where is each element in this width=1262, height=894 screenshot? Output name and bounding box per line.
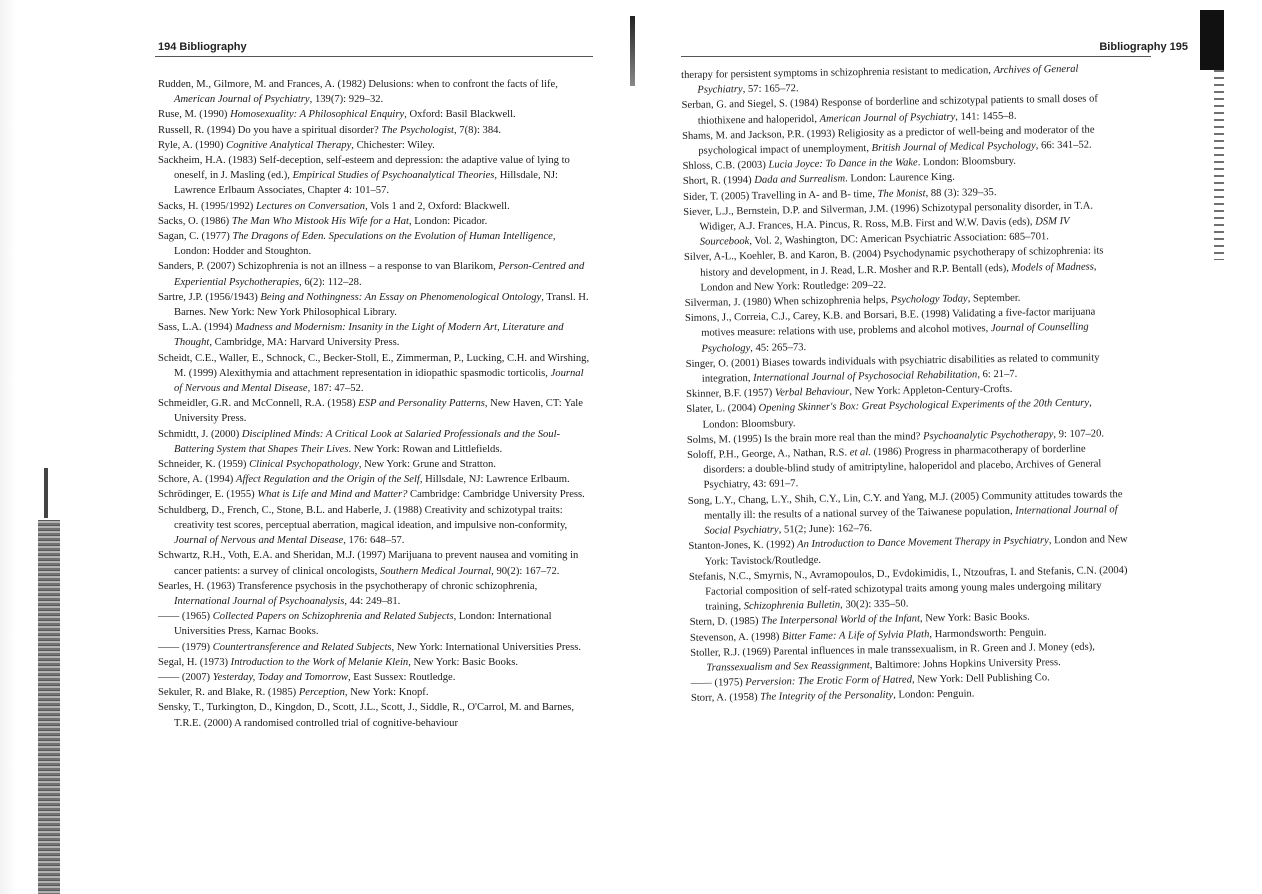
reference-text: Schore, A. (1994): [158, 474, 236, 486]
reference-tail: , London and New York: Tavistock/Routledge.: [704, 534, 1128, 568]
reference-tail: , New York: Basic Books.: [408, 656, 518, 668]
reference-entry: [158, 457, 594, 472]
reference-entry: [158, 579, 594, 609]
reference-text: Ruse, M. (1990): [158, 109, 231, 121]
reference-text: Song, L.Y., Chang, L.Y., Shih, C.Y., Lin, C.Y. and Yang, M.J. (2005) Community attitudes towards the mentally ill: the results of a national survey of the Taiwanese population,: [687, 488, 1123, 522]
reference-title: Madness and Modernism: Insanity in the Light of Modern Art, Literature and Thought: [174, 322, 564, 349]
reference-entry: [158, 487, 594, 502]
reference-tail: , 51(2; June): 162–76.: [778, 523, 873, 536]
reference-text: Sider, T. (2005) Travelling in A- and B- time,: [682, 188, 878, 203]
reference-entry: [158, 351, 594, 397]
reference-title: ESP and Personality Patterns: [358, 398, 485, 410]
reference-tail: , 66: 341–52.: [1035, 139, 1092, 152]
reference-text: Russell, R. (1994) Do you have a spiritual disorder?: [158, 124, 382, 136]
reference-text: Soloff, P.H., George, A., Nathan, R.S.: [687, 447, 850, 462]
reference-tail: , London: International Universities Press, Karnac Books.: [174, 611, 552, 638]
reference-title: American Journal of Psychiatry: [819, 111, 956, 125]
reference-title: Transsexualism and Sex Reassignment: [706, 660, 870, 674]
reference-text: Sanders, P. (2007) Schizophrenia is not an illness – a response to van Blarikom,: [158, 261, 499, 273]
reference-text: Sacks, H. (1995/1992): [158, 200, 256, 212]
reference-tail: , 44: 249–81.: [344, 595, 401, 607]
reference-title: Being and Nothingness: An Essay on Phenomenological Ontology: [260, 291, 542, 303]
reference-title: American Journal of Psychiatry: [174, 94, 310, 106]
reference-text: Rudden, M., Gilmore, M. and Frances, A. (1982) Delusions: when to confront the facts of life,: [158, 79, 558, 90]
reference-tail: , 88 (3): 329–35.: [925, 186, 997, 199]
reference-title: International Journal of Psychosocial Rehabilitation: [753, 369, 978, 384]
reference-text: Storr, A. (1958): [690, 692, 761, 705]
reference-title: Empirical Studies of Psychoanalytical Theories: [292, 170, 495, 182]
reference-title: Psychology Today: [890, 293, 968, 306]
reference-tail: Cambridge: Cambridge University Press.: [407, 489, 585, 501]
reference-tail: , London: Hodder and Stoughton.: [174, 231, 556, 258]
reference-text: Sagan, C. (1977): [158, 231, 233, 243]
reference-text: Silver, A-L., Koehler, B. and Karon, B. (2004) Psychodynamic psychotherapy of schizophrenia: its history and development, in J. Read, L.R. Mosher and R.P. Bentall (eds),: [683, 245, 1104, 279]
reference-text: Short, R. (1994): [682, 175, 755, 188]
reference-text: Sackheim, H.A. (1983) Self-deception, self-esteem and depression: the adaptive value of lying to oneself, in J. Masling (ed.),: [158, 155, 570, 182]
reference-title: Verbal Behaviour: [774, 386, 850, 399]
reference-tail: , Oxford: Basil Blackwell.: [404, 109, 516, 121]
reference-tail: , Vol. 2, Washington, DC: American Psychiatric Association: 685–701.: [749, 231, 1050, 248]
reference-entry: [688, 487, 1129, 540]
reference-text: Schuldberg, D., French, C., Stone, B.L. and Haberle, J. (1988) Creativity and schizotypal traits: creativity test scores, perceptual aberration, magical ideation, and impulsive non-conformity,: [158, 504, 568, 531]
right-header-rule: [681, 56, 1151, 57]
reference-entry: [158, 290, 594, 320]
spine-mark: [630, 16, 635, 86]
reference-title: British Journal of Medical Psychology: [871, 140, 1036, 155]
reference-entry: [158, 77, 594, 107]
reference-title: Perversion: The Erotic Form of Hatred: [745, 674, 913, 689]
reference-title: Affect Regulation and the Origin of the Self: [235, 474, 420, 486]
reference-text: Singer, O. (2001) Biases towards individuals with psychiatric disabilities as related to community integration,: [685, 352, 1100, 385]
reference-tail: , 139(7): 929–32.: [309, 94, 384, 106]
reference-entry: [158, 548, 594, 578]
reference-text: Segal, H. (1973): [158, 656, 231, 668]
reference-tail: , 30(2): 335–50.: [840, 598, 909, 611]
reference-title: Collected Papers on Schizophrenia and Related Subjects: [212, 611, 454, 623]
reference-title: Lucia Joyce: To Dance in the Wake: [768, 157, 918, 171]
reference-entry: [158, 503, 594, 549]
reference-title: The Dragons of Eden. Speculations on the Evolution of Human Intelligence: [232, 231, 553, 243]
reference-text: Shams, M. and Jackson, P.R. (1993) Religiosity as a predictor of well-being and moderator of the psychological impact of unemployment,: [681, 124, 1095, 157]
reference-entry: [158, 229, 594, 259]
reference-title: The Man Who Mistook His Wife for a Hat: [231, 215, 409, 227]
reference-title: An Introduction to Dance Movement Therapy in Psychiatry: [796, 535, 1049, 551]
reference-title: Psychoanalytic Psychotherapy: [922, 429, 1054, 443]
reference-text: Solms, M. (1995) Is the brain more real than the mind?: [686, 431, 924, 446]
reference-tail: , 7(8): 384.: [454, 124, 502, 136]
reference-tail: , New York: Knopf.: [344, 687, 429, 699]
reference-entry: [683, 198, 1124, 251]
reference-tail: (1986) Progress in pharmacotherapy of borderline disorders: a double-blind study of amitriptyline, haloperidol and placebo, Archives of General Psychiatry, 43: 691–7.: [703, 443, 1102, 492]
reference-entry: [684, 244, 1125, 297]
reference-entry: [158, 685, 594, 700]
reference-tail: , 9: 107–20.: [1053, 428, 1105, 441]
reference-entry: [158, 259, 594, 289]
reference-text: —— (1965): [158, 611, 213, 623]
reference-title: Bitter Fame: A Life of Sylvia Plath: [781, 628, 930, 642]
reference-tail: , September.: [967, 292, 1021, 305]
reference-entry: [158, 138, 594, 153]
reference-text: —— (1975): [690, 677, 746, 690]
reference-tail: , 6: 21–7.: [977, 368, 1018, 381]
reference-title: et al.: [849, 447, 871, 459]
reference-text: Schrödinger, E. (1955): [158, 489, 258, 501]
reference-text: Shloss, C.B. (2003): [682, 159, 769, 173]
reference-tail: , New York: Appleton-Century-Crofts.: [849, 384, 1013, 398]
reference-tail: , Vols 1 and 2, Oxford: Blackwell.: [365, 200, 510, 212]
reference-entry: [687, 441, 1128, 494]
reference-text: Sass, L.A. (1994): [158, 322, 236, 334]
reference-tail: , 57: 165–72.: [742, 83, 799, 96]
reference-text: Schmeidler, G.R. and McConnell, R.A. (1958): [158, 398, 359, 410]
left-reference-list: [158, 77, 594, 731]
reference-text: Serban, G. and Siegel, S. (1984) Response of borderline and schizotypal patients to small doses of thiothixene and haloperidol,: [681, 93, 1098, 127]
reference-text: Sacks, O. (1986): [158, 215, 232, 227]
reference-tail: , Chichester: Wiley.: [351, 139, 435, 151]
reference-tail: , 187: 47–52.: [307, 383, 364, 395]
reference-tail: , London and New York: Routledge: 209–22.: [700, 261, 1097, 294]
reference-title: Opening Skinner's Box: Great Psychological Experiments of the 20th Century: [758, 398, 1090, 415]
reference-tail: , East Sussex: Routledge.: [347, 671, 456, 683]
reference-tail: , Hillsdale, NJ: Lawrence Erlbaum Associates, Chapter 4: 101–57.: [174, 170, 558, 197]
reference-text: Stevenson, A. (1998): [689, 630, 783, 644]
reference-text: Ryle, A. (1990): [158, 139, 227, 151]
reference-tail: , New York: Basic Books.: [919, 611, 1030, 625]
right-running-header: Bibliography 195: [1099, 41, 1188, 53]
reference-title: Yesterday, Today and Tomorrow: [212, 671, 348, 683]
reference-title: DSM IV Sourcebook: [699, 215, 1070, 248]
reference-tail: , 141: 1455–8.: [955, 110, 1017, 123]
reference-text: Stern, D. (1985): [689, 616, 762, 629]
reference-title: Dada and Surrealism: [754, 173, 846, 187]
reference-text: —— (1979): [158, 641, 213, 653]
reference-text: Siever, L.J., Bernstein, D.P. and Silverman, J.M. (1996) Schizotypal personality disorder, in T.A. Widiger, A.J. Frances, H.A. Pincus, R. Ross, M.B. First and W.W. Davis (eds),: [683, 200, 1094, 233]
reference-entry: [158, 107, 594, 122]
reference-tail: , New York: Grune and Stratton.: [358, 459, 496, 471]
reference-entry: [158, 670, 594, 685]
reference-tail: , Harmondsworth: Penguin.: [929, 626, 1047, 640]
reference-text: Sartre, J.P. (1956/1943): [158, 291, 261, 303]
reference-text: Sekuler, R. and Blake, R. (1985): [158, 687, 299, 699]
reference-tail: , Transl. H. Barnes. New York: New York Philosophical Library.: [174, 291, 589, 319]
reference-entry: [158, 427, 594, 457]
reference-title: The Integrity of the Personality: [760, 690, 894, 704]
reference-tail: . London: Bloomsbury.: [917, 155, 1017, 169]
reference-tail: , London: Penguin.: [893, 688, 975, 702]
reference-tail: , New York: International Universities Press.: [391, 641, 582, 653]
reference-text: Sensky, T., Turkington, D., Kingdon, D., Scott, J.L., Scott, J., Siddle, R., O'Carrol, M. and Barnes, T.R.E. (2000) A randomised controlled trial of cognitive-behaviour: [158, 702, 575, 729]
reference-text: Scheidt, C.E., Waller, E., Schnock, C., Becker-Stoll, E., Zimmerman, P., Lucking, C.H. and Wirshing, M. (1999) Alexithymia and attachment representation in idiopathic spasmodic torticolis,: [158, 352, 590, 379]
left-header-rule: [155, 56, 593, 57]
reference-entry: [158, 700, 594, 730]
reference-title: The Interpersonal World of the Infant: [761, 613, 921, 628]
reference-title: International Journal of Social Psychiatry: [704, 504, 1118, 537]
reference-title: Cognitive Analytical Therapy: [226, 139, 352, 151]
reference-title: Perception: [298, 687, 345, 699]
reference-text: Simons, J., Correia, C.J., Carey, K.B. and Borsari, B.E. (1998) Validating a five-factor marijuana motives measure: relations with use, problems and alcohol motives,: [684, 306, 1096, 340]
reference-text: therapy for persistent symptoms in schizophrenia resistant to medication,: [681, 65, 994, 81]
reference-text: Skinner, B.F. (1957): [686, 387, 775, 401]
reference-title: The Monist: [877, 187, 926, 200]
reference-title: Homosexuality: A Philosophical Enquiry: [230, 109, 405, 121]
reference-entry: [158, 396, 594, 426]
reference-entry: [158, 640, 594, 655]
reference-text: Schmidtt, J. (2000): [158, 428, 242, 440]
reference-title: Introduction to the Work of Melanie Klein: [230, 656, 409, 668]
reference-tail: , Baltimore: Johns Hopkins University Press.: [869, 657, 1061, 672]
reference-entry: [158, 123, 594, 138]
reference-tail: , Cambridge, MA: Harvard University Press.: [209, 337, 400, 349]
reference-entry: [158, 609, 594, 639]
reference-entry: [158, 153, 594, 199]
reference-tail: , 45: 265–73.: [750, 341, 807, 354]
reference-entry: [689, 563, 1130, 616]
reference-entry: [158, 199, 594, 214]
reference-tail: , London: Picador.: [409, 215, 488, 227]
reference-tail: . New York: Rowan and Littlefields.: [348, 443, 503, 455]
reference-tail: , Hillsdale, NJ: Lawrence Erlbaum.: [419, 474, 570, 486]
reference-text: Slater, L. (2004): [686, 403, 759, 416]
reference-tail: , New Haven, CT: Yale University Press.: [174, 398, 583, 425]
reference-tail: , 6(2): 112–28.: [299, 276, 362, 288]
reference-tail: , 90(2): 167–72.: [491, 565, 560, 577]
reference-text: Silverman, J. (1980) When schizophrenia helps,: [684, 294, 891, 310]
reference-title: Disciplined Minds: A Critical Look at Salaried Professionals and the Soul-Battering System that Shapes Their Lives: [174, 428, 561, 455]
reference-tail: . London: Laurence King.: [845, 172, 955, 185]
reference-entry: [158, 320, 594, 350]
left-running-header: 194 Bibliography: [158, 41, 247, 53]
reference-tail: , New York: Dell Publishing Co.: [911, 672, 1050, 686]
reference-title: What is Life and Mind and Matter?: [257, 489, 408, 501]
reference-title: Journal of Nervous and Mental Disease: [174, 367, 584, 395]
reference-entry: [158, 655, 594, 670]
reference-entry: [158, 472, 594, 487]
reference-text: Stoller, R.J. (1969) Parental influences in male transsexualism, in R. Green and J. Money (eds),: [690, 641, 1095, 659]
reference-title: Journal of Counselling Psychology: [701, 322, 1089, 355]
reference-title: The Psychologist: [381, 124, 454, 136]
reference-title: Journal of Nervous and Mental Disease: [174, 535, 344, 547]
reference-title: Models of Madness: [1011, 261, 1094, 274]
reference-title: Lectures on Conversation: [255, 200, 366, 212]
reference-title: International Journal of Psychoanalysis: [174, 595, 345, 607]
reference-title: Countertransference and Related Subjects: [212, 641, 392, 653]
reference-title: Schizophrenia Bulletin: [743, 599, 841, 613]
reference-text: —— (2007): [158, 671, 213, 683]
reference-entry: [158, 214, 594, 229]
right-reference-list: [681, 61, 1131, 706]
reference-title: Archives of General Psychiatry: [697, 63, 1079, 96]
reference-tail: , 176: 648–57.: [343, 535, 405, 547]
reference-title: Southern Medical Journal: [379, 565, 492, 577]
reference-text: Schwartz, R.H., Voth, E.A. and Sheridan, M.J. (1997) Marijuana to prevent nausea and vomiting in cancer patients: a survey of clinical oncologists,: [158, 550, 579, 577]
reference-text: Schneider, K. (1959): [158, 459, 250, 471]
reference-tail: , London: Bloomsbury.: [702, 398, 1092, 431]
reference-text: Searles, H. (1963) Transference psychosis in the psychotherapy of chronic schizophrenia,: [158, 580, 538, 592]
reference-text: Stefanis, N.C., Smyrnis, N., Avramopoulos, D., Evdokimidis, I., Ntzoufras, I. and Stefanis, C.N. (2004) Factorial composition of self-rated schizotypal traits among young males undergoing military training,: [688, 564, 1128, 613]
reference-entry: [685, 304, 1126, 357]
reference-title: Person-Centred and Experiential Psychotherapies: [174, 261, 585, 288]
reference-text: Stanton-Jones, K. (1992): [688, 539, 798, 553]
reference-title: Clinical Psychopathology: [249, 459, 359, 471]
